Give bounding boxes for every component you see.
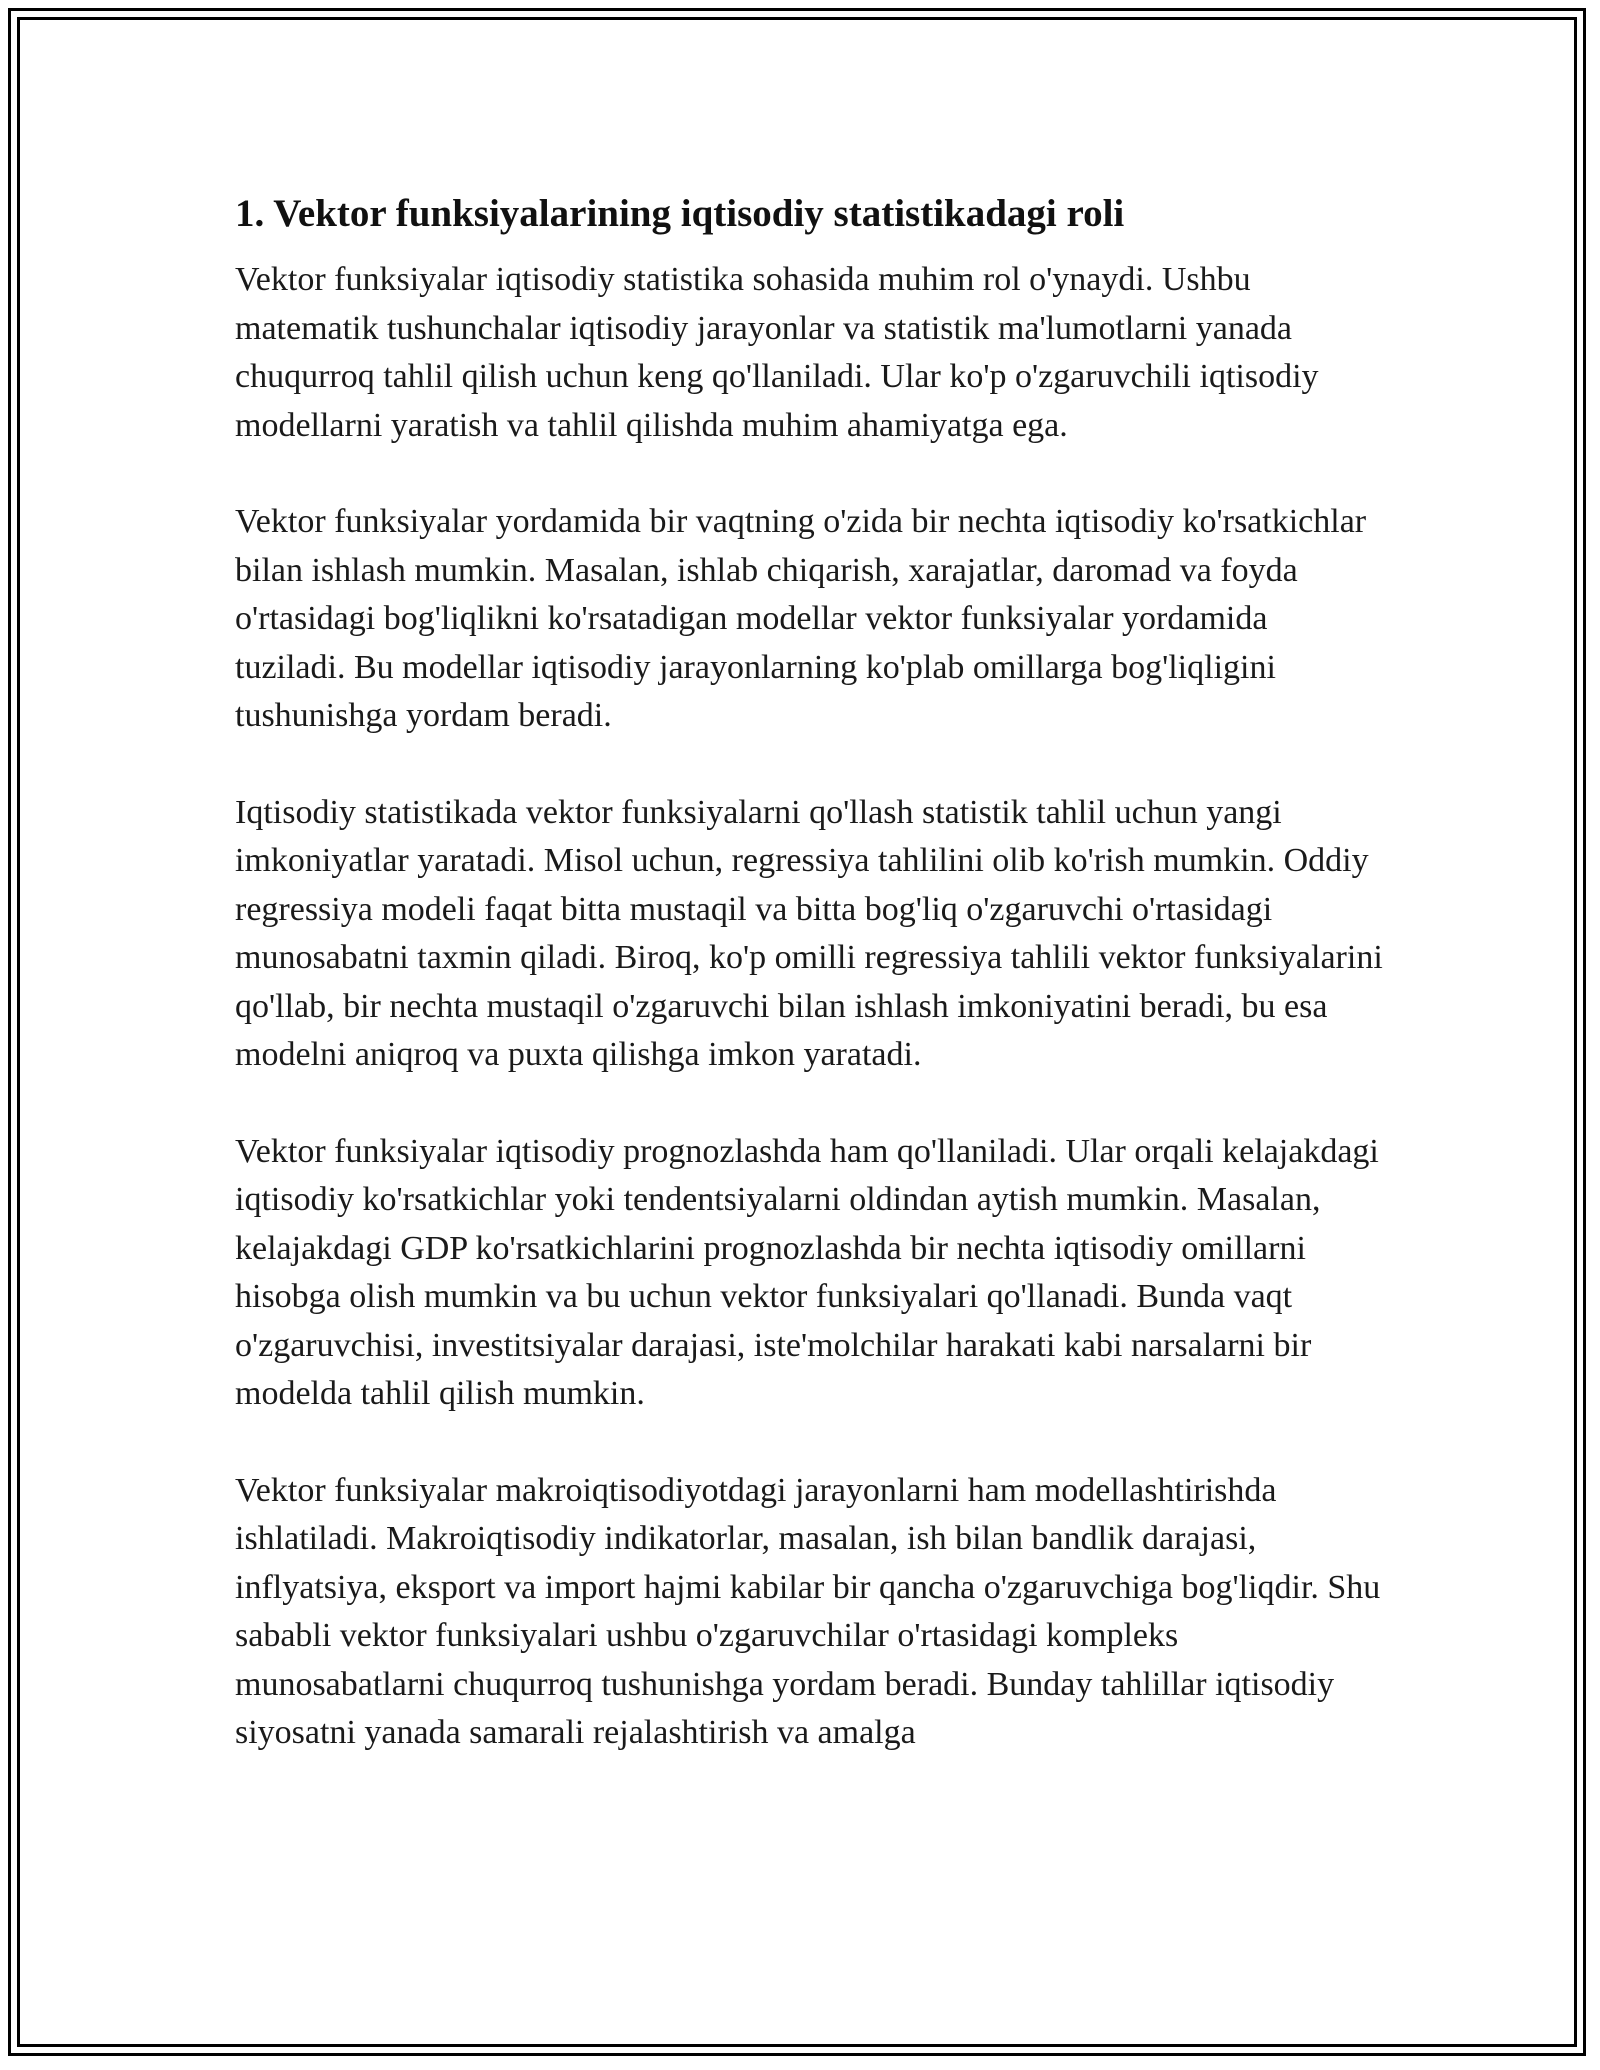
paragraph-3: Iqtisodiy statistikada vektor funksiyalarni qo'llash statistik tahlil uchun yangi imkoniyatlar yaratadi. Misol uchun, regressiya tahlilini olib ko'rish mumkin. Oddiy regressiya modeli faqat bitta mustaqil va bitta bog'liq o'zgaruvchi o'rtasidagi munosabatni taxmin qiladi. Biroq, ko'p omilli regressiya tahlili vektor funksiyalarini qo'llab, bir nechta mustaqil o'zgaruvchi bilan ishlash imkoniyatini beradi, bu esa modelni aniqroq va puxta qilishga imkon yaratadi. bbox=[235, 793, 1383, 1073]
section-heading: 1. Vektor funksiyalarining iqtisodiy statistikadagi roli bbox=[235, 192, 1125, 235]
document-body bbox=[235, 186, 1385, 1806]
paragraph-4: Vektor funksiyalar iqtisodiy prognozlashda ham qo'llaniladi. Ular orqali kelajakdagi iqtisodiy ko'rsatkichlar yoki tendentsiyalarni oldindan aytish mumkin. Masalan, kelajakdagi GDP ko'rsatkichlarini prognozlashda bir nechta iqtisodiy omillarni hisobga olish mumkin va bu uchun vektor funksiyalari qo'llanadi. Bunda vaqt o'zgaruvchisi, investitsiyalar darajasi, iste'molchilar harakati kabi narsalarni bir modelda tahlil qilish mumkin. bbox=[235, 1132, 1379, 1412]
paragraph-2: Vektor funksiyalar yordamida bir vaqtning o'zida bir nechta iqtisodiy ko'rsatkichlar bilan ishlash mumkin. Masalan, ishlab chiqarish, xarajatlar, daromad va foyda o'rtasidagi bog'liqlikni ko'rsatadigan modellar vektor funksiyalar yordamida tuziladi. Bu modellar iqtisodiy jarayonlarning ko'plab omillarga bog'liqligini tushunishga yordam beradi. bbox=[235, 503, 1367, 734]
paragraph-5: Vektor funksiyalar makroiqtisodiyotdagi jarayonlarni ham modellashtirishda ishlatiladi. Makroiqtisodiy indikatorlar, masalan, ish bilan bandlik darajasi, inflyatsiya, eksport va import hajmi kabilar bir qancha o'zgaruvchiga bog'liqdir. Shu sababli vektor funksiyalari ushbu o'zgaruvchilar o'rtasidagi kompleks munosabatlarni chuqurroq tushunishga yordam beradi. Bunday tahlillar iqtisodiy siyosatni yanada samarali rejalashtirish va amalga bbox=[235, 1471, 1381, 1751]
paragraph-1: Vektor funksiyalar iqtisodiy statistika sohasida muhim rol o'ynaydi. Ushbu matematik tushunchalar iqtisodiy jarayonlar va statistik ma'lumotlarni yanada chuqurroq tahlil qilish uchun keng qo'llaniladi. Ular ko'p o'zgaruvchili iqtisodiy modellarni yaratish va tahlil qilishda muhim ahamiyatga ega. bbox=[235, 261, 1319, 444]
